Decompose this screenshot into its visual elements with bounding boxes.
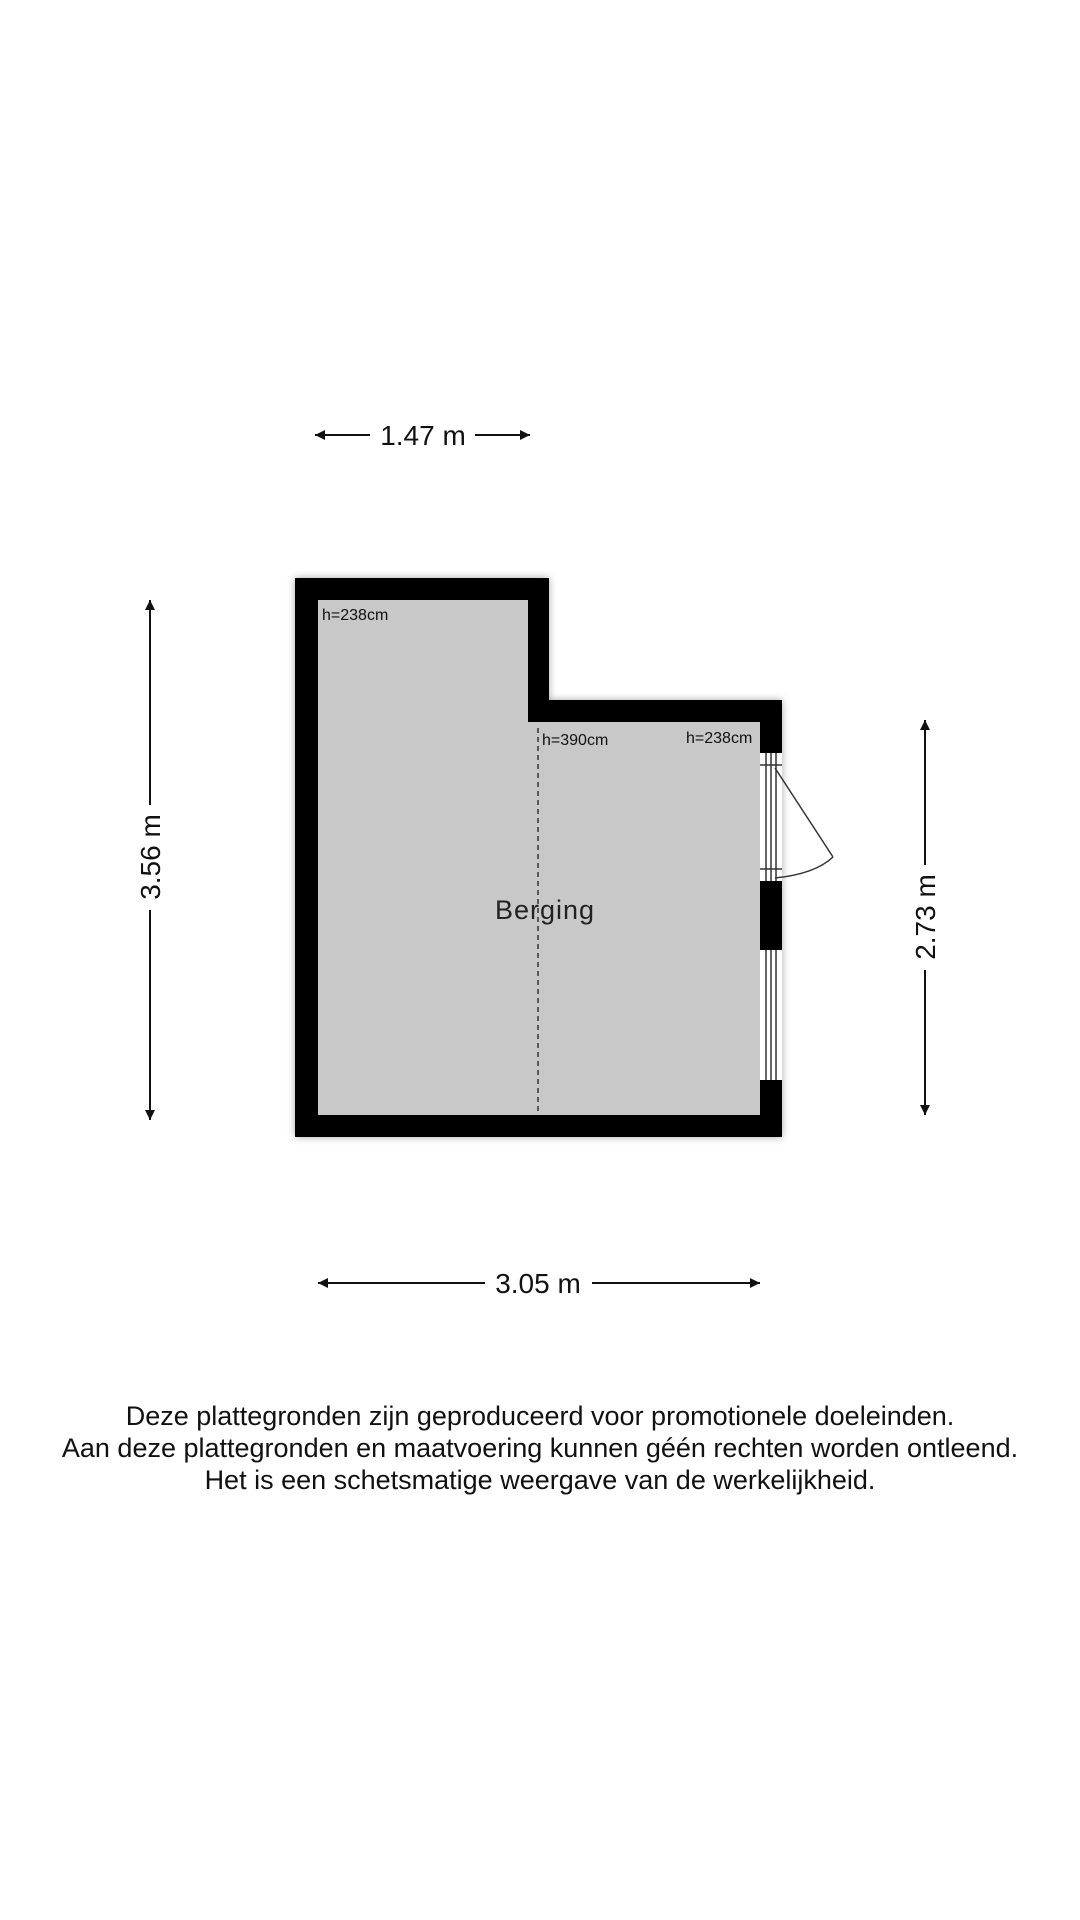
room-label: Berging bbox=[494, 895, 596, 925]
disclaimer-line-1: Deze plattegronden zijn geproduceerd voor promotionele doeleinden. bbox=[125, 1401, 955, 1431]
height-label-1: h=238cm bbox=[322, 607, 389, 624]
window-upper bbox=[760, 753, 782, 881]
dimension-right-label: 2.73 m bbox=[910, 874, 941, 960]
dimension-bottom-label: 3.05 m bbox=[495, 1268, 581, 1299]
window-lower bbox=[760, 950, 782, 1080]
dimension-left bbox=[135, 600, 166, 1120]
dimension-top-label: 1.47 m bbox=[380, 420, 466, 451]
height-label-3: h=238cm bbox=[686, 730, 753, 747]
dimension-right bbox=[910, 720, 941, 1115]
dimension-bottom bbox=[318, 1268, 760, 1299]
disclaimer bbox=[0, 1400, 1080, 1496]
dimension-top bbox=[315, 420, 530, 451]
dimension-left-label: 3.56 m bbox=[135, 814, 166, 900]
door-swing bbox=[775, 768, 833, 878]
disclaimer-line-2: Aan deze plattegronden en maatvoering kunnen géén rechten worden ontleend. bbox=[61, 1433, 1019, 1463]
disclaimer-line-3: Het is een schetsmatige weergave van de werkelijkheid. bbox=[204, 1465, 876, 1495]
height-label-2: h=390cm bbox=[542, 732, 609, 749]
